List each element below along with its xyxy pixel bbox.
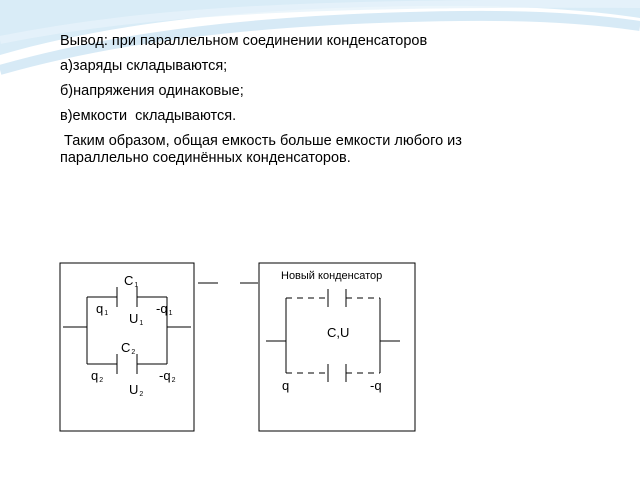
- label-c1: $C_1$: [124, 273, 139, 289]
- label-u2: $U_2$: [129, 382, 144, 398]
- label-q: q: [282, 378, 290, 393]
- label-c2: $C_2$: [121, 340, 136, 356]
- label-neg-q1: $-q_1$: [156, 301, 173, 317]
- label-q1: $q_1$: [96, 301, 109, 317]
- conclusion-heading: Вывод: при параллельном соединении конденсаторов: [60, 33, 428, 49]
- point-c: в)емкости складываются.: [60, 108, 237, 124]
- label-u1: $U_1$: [129, 311, 144, 327]
- label-neg-q: -q: [370, 378, 382, 393]
- label-neg-q2: $-q_2$: [159, 368, 176, 384]
- point-a: а)заряды складываются;: [60, 58, 228, 74]
- left-parallel-circuit: [63, 287, 191, 374]
- new-capacitor-title: Новый конденсатор: [281, 270, 383, 282]
- point-b: б)напряжения одинаковые;: [60, 83, 244, 99]
- summary-statement: Таким образом, общая емкость больше емкости любого из параллельно соединённых конденсаторов.: [60, 133, 466, 166]
- right-circuit-frame: [259, 263, 415, 431]
- label-q2: $q_2$: [91, 368, 104, 384]
- label-cu: C,U: [327, 325, 350, 340]
